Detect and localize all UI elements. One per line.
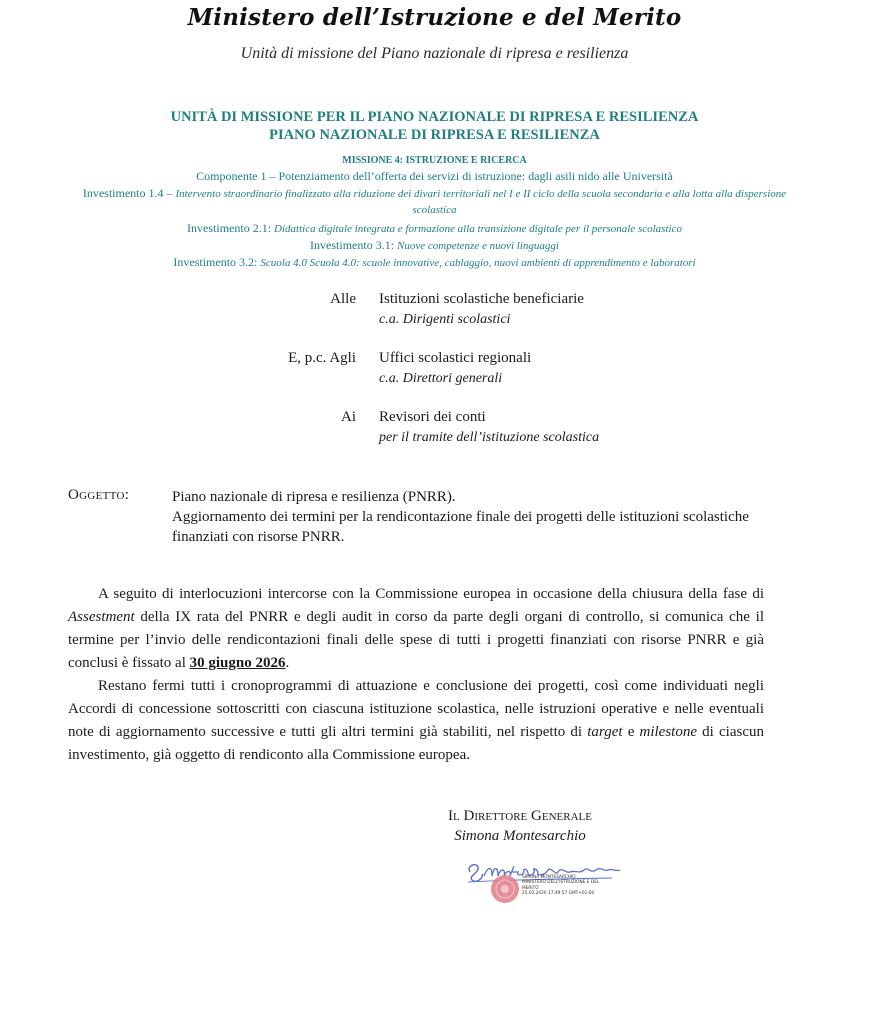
text-run: della IX rata del PNRR e degli audit in corso da parte degli organi di controllo, si comunica che il termine per l’invio delle rendicontazioni finali delle spese di tutti i progetti finanziati con risorse PNRR e già conclusi è fissato al (68, 609, 764, 671)
investment-label: Investimento 3.2: (173, 255, 258, 269)
letter-body (68, 583, 764, 767)
investment-text: Scuola 4.0 Scuola 4.0: scuole innovative, cablaggio, nuovi ambienti di apprendimento e laboratori (260, 257, 696, 269)
text-run: e (622, 724, 640, 740)
component-line: Componente 1 – Potenziamento dell’offerta dei servizi di istruzione: dagli asili nido alle Università (196, 169, 673, 183)
ministry-header: Ministero dell’Istruzione e del Merito (187, 4, 682, 31)
investment-3-2 (40, 255, 829, 271)
paragraph-2 (68, 675, 764, 767)
digital-signature-stamp (522, 875, 632, 897)
text-run: A seguito di interlocuzioni intercorse con la Commissione europea in occasione della chiusura della fase di (98, 586, 764, 602)
subject-line-2: Aggiornamento dei termini per la rendicontazione finale dei progetti delle istituzioni scolastiche finanziati con risorse PNRR. (172, 509, 749, 545)
text-run-italic: Assestment (68, 609, 135, 625)
mission-title: MISSIONE 4: ISTRUZIONE E RICERCA (342, 155, 527, 166)
addressee-label: Ai (341, 409, 356, 425)
investment-2-1 (40, 221, 829, 237)
signer-name: Simona Montesarchio (454, 828, 586, 844)
stamp-org: MERITO (522, 885, 539, 891)
main-title: UNITÀ DI MISSIONE PER IL PIANO NAZIONALE DI RIPRESA E RESILIENZA (170, 109, 699, 125)
investment-1-4 (60, 186, 809, 218)
text-run: . (285, 655, 290, 671)
text-run-italic: target (587, 724, 623, 740)
text-run: di ciascun investimento, già oggetto di rendiconto alla Commissione europea. (68, 724, 764, 763)
addressee-recipient: Revisori dei conti (379, 409, 486, 425)
investment-label: Investimento 3.1: (310, 238, 395, 252)
investment-label: Investimento 2.1: (187, 221, 272, 235)
paragraph-1 (68, 583, 764, 675)
addressee-recipient: Istituzioni scolastiche beneficiarie (379, 291, 584, 307)
subject-line-1: Piano nazionale di ripresa e resilienza (PNRR). (172, 489, 456, 505)
mission-unit-subtitle: Unità di missione del Piano nazionale di ripresa e resilienza (240, 45, 629, 62)
addressee-recipient: Uffici scolastici regionali (379, 350, 532, 366)
subject-text (172, 487, 764, 547)
stamp-org: MINISTERO DELL'ISTRUZIONE E DEL (522, 880, 600, 886)
stamp-date: 25.02.2026 17:49:57 GMT+01:00 (522, 891, 595, 897)
text-run: Restano fermi tutti i cronoprogrammi di attuazione e conclusione dei progetti, così come individuati negli Accordi di concessione sottoscritti con ciascuna istituzione scolastica, nelle istruzioni operative e nelle eventuali note di aggiornamento successive e tutti gli altri termini già stabiliti, nel rispetto di (68, 678, 764, 740)
sub-title: PIANO NAZIONALE DI RIPRESA E RESILIENZA (269, 127, 600, 143)
addressee-label: Alle (330, 291, 356, 307)
stamp-name: SIMONA MONTESARCHIO (522, 875, 576, 880)
digital-seal-icon (490, 874, 520, 904)
investment-text: Didattica digitale integrata e formazione alla transizione digitale per il personale scolastico (274, 223, 682, 235)
signer-title: Il Direttore Generale (448, 808, 592, 824)
deadline-date: 30 giugno 2026 (189, 655, 286, 671)
investment-text: Intervento straordinario finalizzato alla riduzione dei divari territoriali nel I e II ciclo della scuola secondaria e alla lotta alla dispersione scolastica (175, 188, 787, 216)
text-run-italic: milestone (639, 724, 698, 740)
subject-label: Oggetto: (68, 487, 130, 503)
investment-text: Nuove competenze e nuovi linguaggi (397, 240, 559, 252)
addressee-label: E, p.c. Agli (288, 350, 356, 366)
investment-3-1 (40, 238, 829, 254)
investment-label: Investimento 1.4 – (82, 186, 173, 200)
addressee-note: c.a. Direttori generali (379, 371, 503, 386)
addressee-note: c.a. Dirigenti scolastici (379, 312, 511, 327)
addressee-note: per il tramite dell’istituzione scolastica (379, 430, 600, 445)
